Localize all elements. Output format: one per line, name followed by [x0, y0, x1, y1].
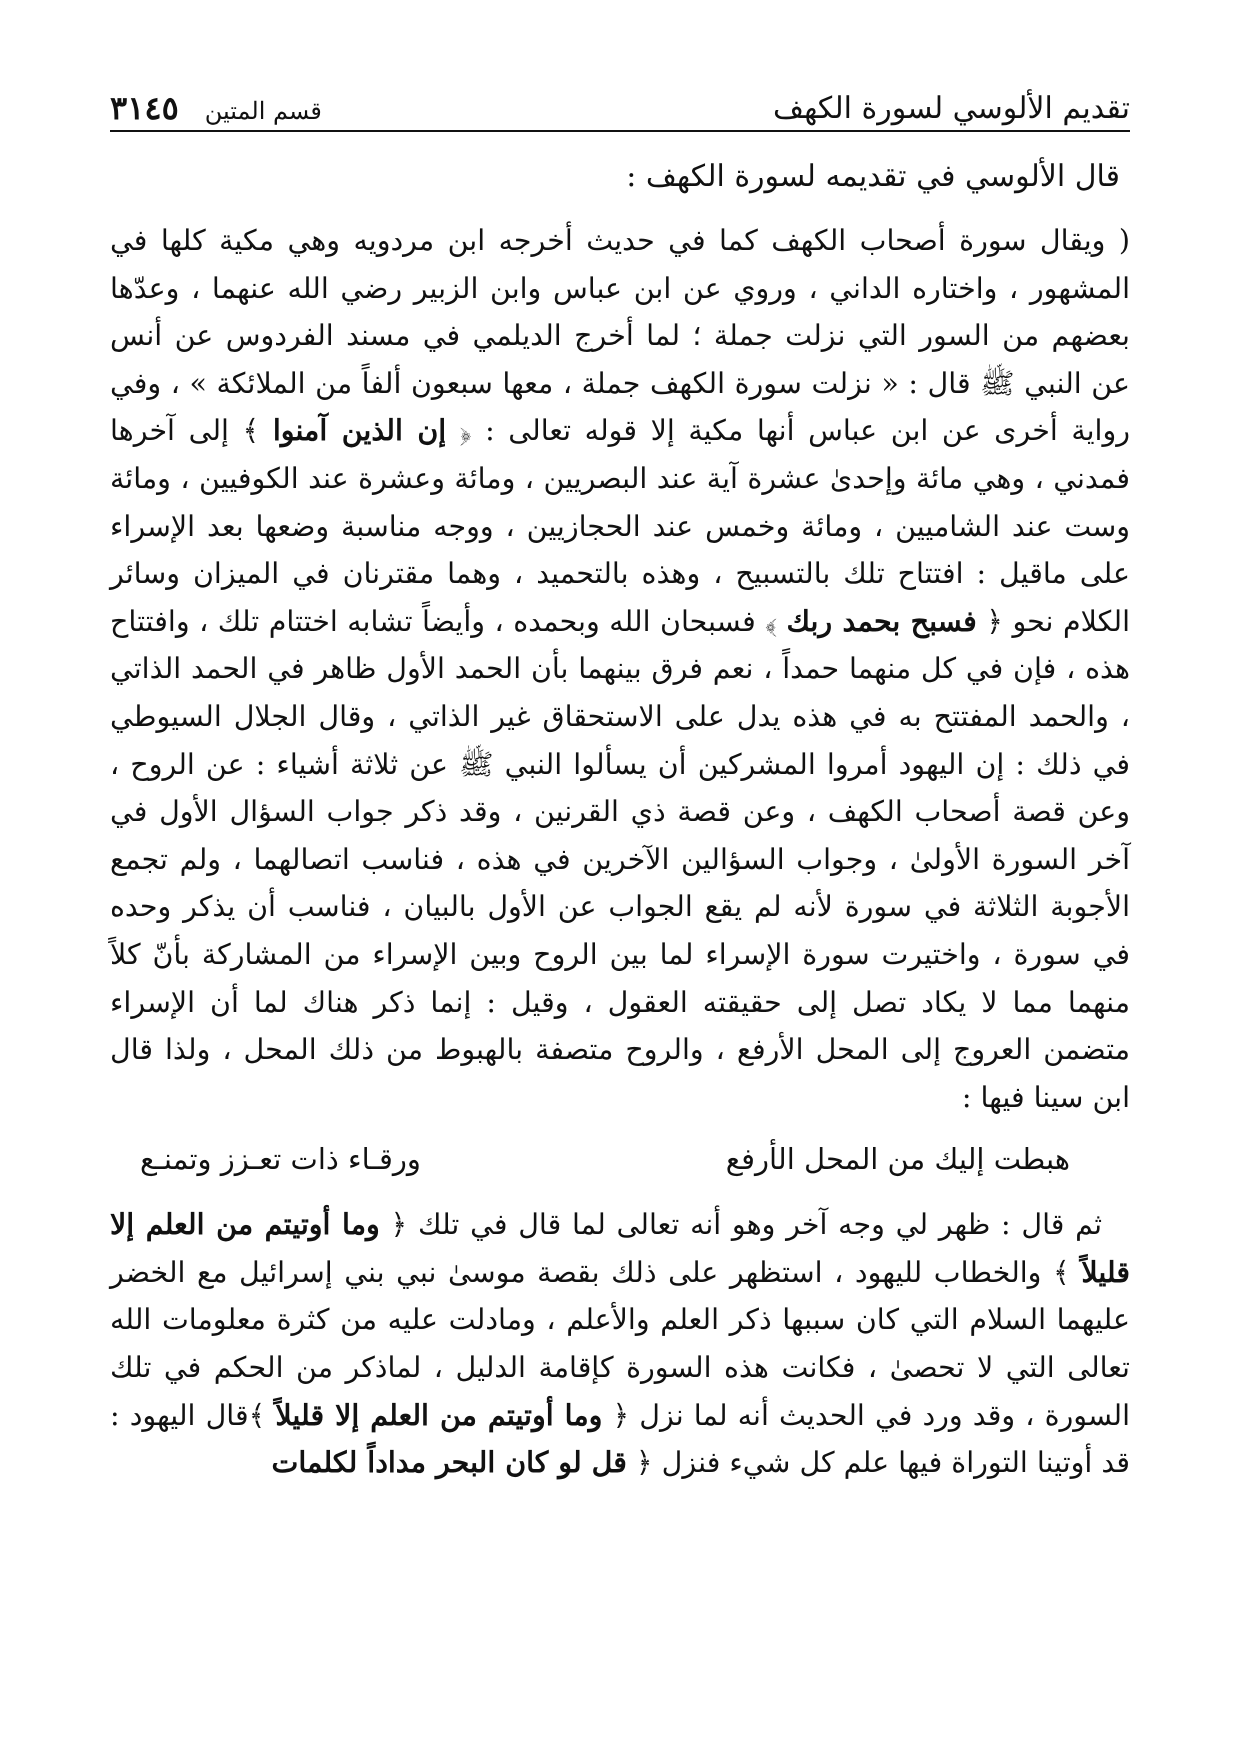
- paragraph-text: ﴾ فسبحان الله وبحمده ، وأيضاً تشابه اختتام تلك ، وافتتاح هذه ، فإن في كل منهما حمداً ، نعم فرق بينهما بأن الحمد الأول ظاهر في الحمد الذاتي ، والحمد المفتتح به في هذه يدل على الاستحقاق غير الذاتي ، وقال الجلال السيوطي في ذلك : إن اليهود أمروا المشركين أن يسألوا النبي ﷺ عن ثلاثة أشياء : عن الروح ، وعن قصة أصحاب الكهف ، وعن قصة ذي القرنين ، وقد ذكر جواب السؤال الأول في آخر السورة الأولىٰ ، وجواب السؤالين الآخرين في هذه ، فناسب اتصالهما ، ولم تجمع الأجوبة الثلاثة في سورة لأنه لم يقع الجواب عن الأول بالبيان ، فناسب أن يذكر وحده في سورة ، واختيرت سورة الإسراء لما بين الروح وبين الإسراء من المشاركة بأنّ كلاً منهما مما لا يكاد تصل إلى حقيقته العقول ، وقيل : إنما ذكر هناك لما أن الإسراء متضمن العروج إلى المحل الأرفع ، والروح متصفة بالهبوط من ذلك المحل ، ولذا قال ابن سينا فيها :: [110, 604, 1130, 1114]
- quran-quote: فسبح بحمد ربك: [786, 603, 977, 638]
- paragraph-text: ﴾قال اليهود : قد أوتينا التوراة فيها علم كل شيء فنزل ﴿: [110, 1398, 1130, 1480]
- verse-first-hemistich: هبطت إليك من المحل الأرفع: [725, 1142, 1070, 1177]
- poetry-verse: [140, 1135, 1070, 1183]
- paragraph-main: [110, 217, 1130, 1121]
- paragraph-text: ثم قال : ظهر لي وجه آخر وهو أنه تعالى لما قال في تلك ﴿: [390, 1208, 1103, 1242]
- document-page: [110, 70, 1130, 1710]
- quran-quote: إن الذين آمنوا: [272, 413, 447, 448]
- intro-heading: قال الألوسي في تقديمه لسورة الكهف :: [626, 159, 1120, 194]
- page-header: [110, 70, 1130, 132]
- verse-second-hemistich: ورقـاء ذات تعـزز وتمنـع: [140, 1142, 421, 1177]
- paragraph-text: ﴾ إلى آخرها فمدني ، وهي مائة وإحدىٰ عشرة آية عند البصريين ، ومائة وعشرة عند الكوفيين ، ومائة وست عند الشاميين ، ومائة وخمس عند الحجازيين ، ووجه مناسبة وضعها بعد الإسراء على ماقيل : افتتاح تلك بالتسبيح ، وهذه بالتحميد ، وهما مقترنان في الميزان وسائر الكلام نحو ﴿: [110, 414, 1130, 638]
- quran-quote: قل لو كان البحر مداداً لكلمات: [271, 1445, 627, 1480]
- paragraph-second: [110, 1201, 1130, 1487]
- quran-quote: وما أوتيتم من العلم إلا قليلاً: [110, 1207, 1130, 1289]
- page-number: ٣١٤٥: [110, 89, 179, 127]
- paragraph-text: ( ويقال سورة أصحاب الكهف كما في حديث أخرجه ابن مردويه وهي مكية كلها في المشهور ، واختاره الداني ، وروي عن ابن عباس وابن الزبير رضي الله عنهما ، وعدّها بعضهم من السور التي نزلت جملة ؛ لما أخرج الديلمي في مسند الفردوس عن أنس عن النبي ﷺ قال : « نزلت سورة الكهف جملة ، معها سبعون ألفاً من الملائكة » ، وفي رواية أخرى عن ابن عباس أنها مكية إلا قوله تعالى : ﴿: [110, 224, 1130, 448]
- book-section-name: قسم المتين: [204, 97, 322, 125]
- paragraph-text: ﴾ والخطاب لليهود ، استظهر على ذلك بقصة موسىٰ نبي بني إسرائيل مع الخضر عليهما السلام التي كان سببها ذكر العلم والأعلم ، ومادلت عليه من كثرة معلومات الله تعالى التي لا تحصىٰ ، فكانت هذه السورة كإقامة الدليل ، لماذكر من الحكم في تلك السورة ، وقد ورد في الحديث أنه لما نزل ﴿: [110, 1255, 1131, 1432]
- quran-quote: وما أوتيتم من العلم إلا قليلاً: [275, 1397, 603, 1432]
- running-title: تقديم الألوسي لسورة الكهف: [773, 91, 1130, 126]
- header-left-group: [110, 89, 322, 127]
